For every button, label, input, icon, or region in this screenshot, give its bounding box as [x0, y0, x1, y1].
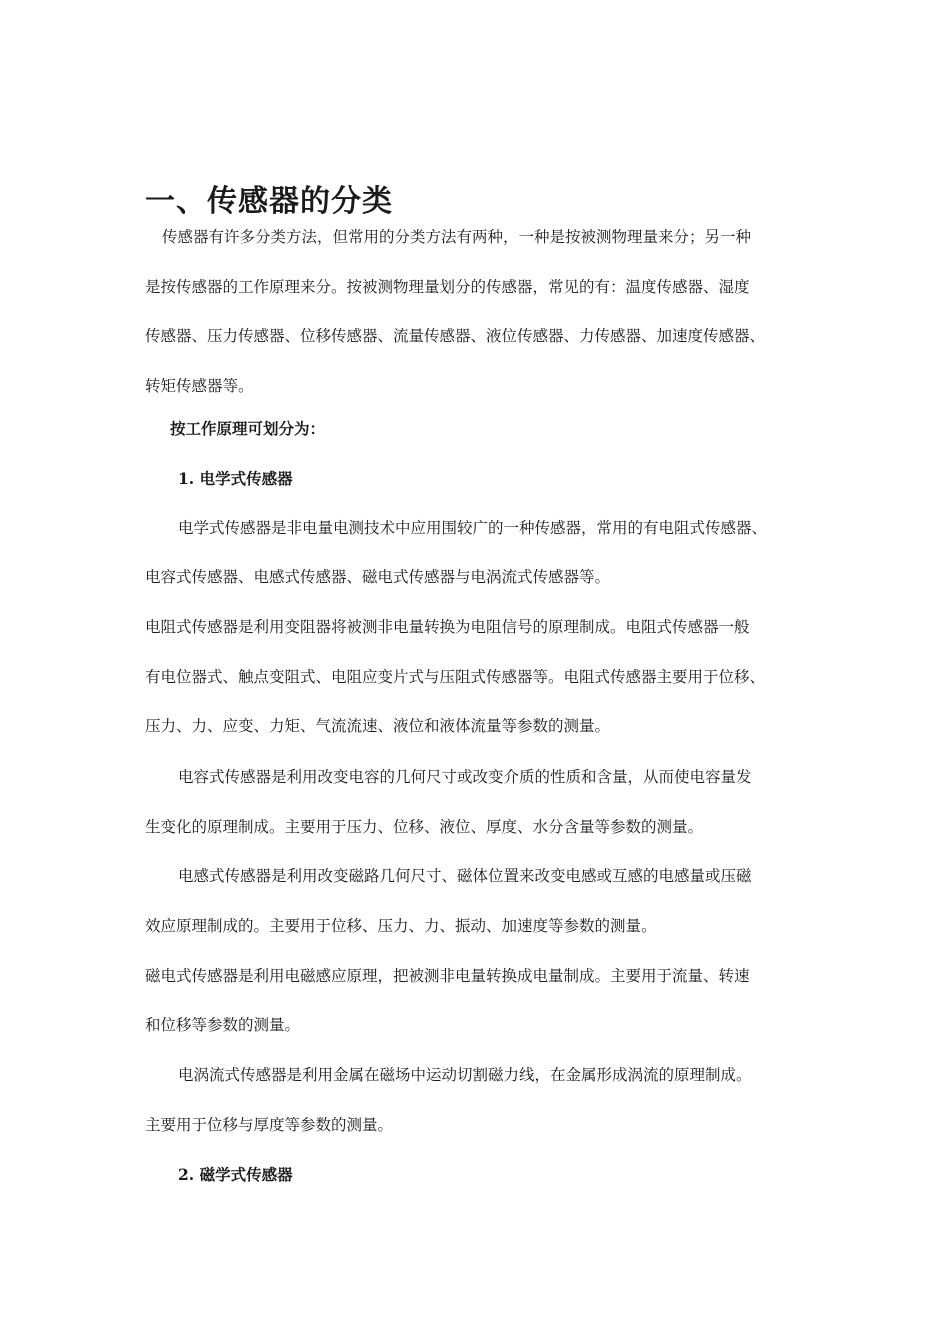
paragraph-line: 电阻式传感器是利用变阻器将被测非电量转换为电阻信号的原理制成。电阻式传感器一般	[145, 618, 750, 636]
subheading-magnetic: 2. 磁学式传感器	[178, 1165, 293, 1184]
paragraph-line: 电感式传感器是利用改变磁路几何尺寸、磁体位置来改变电感或互感的电感量或压磁	[178, 867, 752, 885]
section-title: 一、传感器的分类	[145, 184, 393, 219]
subheading-principle: 按工作原理可划分为：	[170, 419, 326, 438]
paragraph-line: 电容式传感器、电感式传感器、磁电式传感器与电涡流式传感器等。	[145, 568, 611, 586]
paragraph-line: 和位移等参数的测量。	[145, 1016, 301, 1034]
paragraph-line: 传感器、压力传感器、位移传感器、流量传感器、液位传感器、力传感器、加速度传感器、	[145, 327, 766, 345]
paragraph-line: 主要用于位移与厚度等参数的测量。	[145, 1116, 394, 1134]
paragraph-line: 是按传感器的工作原理来分。按被测物理量划分的传感器，常见的有：温度传感器、湿度	[145, 278, 750, 296]
paragraph-line: 电涡流式传感器是利用金属在磁场中运动切割磁力线，在金属形成涡流的原理制成。	[178, 1066, 752, 1084]
paragraph-line: 效应原理制成的。主要用于位移、压力、力、振动、加速度等参数的测量。	[145, 917, 657, 935]
paragraph-line: 转矩传感器等。	[145, 377, 254, 395]
paragraph-line: 有电位器式、触点变阻式、电阻应变片式与压阻式传感器等。电阻式传感器主要用于位移、	[145, 668, 766, 686]
paragraph-line: 生变化的原理制成。主要用于压力、位移、液位、厚度、水分含量等参数的测量。	[145, 818, 704, 836]
paragraph-line: 压力、力、应变、力矩、气流流速、液位和液体流量等参数的测量。	[145, 717, 611, 735]
subheading-electrical: 1. 电学式传感器	[178, 469, 293, 488]
paragraph-line: 电容式传感器是利用改变电容的几何尺寸或改变介质的性质和含量，从而使电容量发	[178, 768, 752, 786]
paragraph-line: 电学式传感器是非电量电测技术中应用围较广的一种传感器，常用的有电阻式传感器、	[178, 519, 768, 537]
paragraph-line: 传感器有许多分类方法，但常用的分类方法有两种，一种是按被测物理量来分；另一种	[162, 228, 752, 246]
paragraph-line: 磁电式传感器是利用电磁感应原理，把被测非电量转换成电量制成。主要用于流量、转速	[145, 967, 750, 985]
